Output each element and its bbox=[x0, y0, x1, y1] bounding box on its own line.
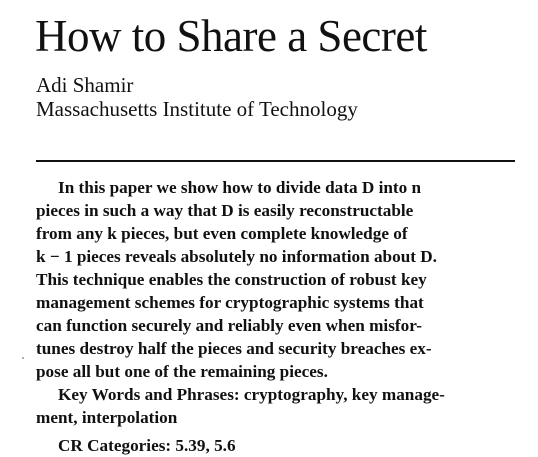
abstract-line: This technique enables the construction of robust key bbox=[36, 270, 427, 289]
author-name: Adi Shamir bbox=[36, 73, 134, 97]
abstract-line: In this paper we show how to divide data D into n bbox=[58, 178, 422, 197]
abstract-line: from any k pieces, but even complete knowledge of bbox=[36, 224, 408, 243]
abstract-line: pieces in such a way that D is easily reconstructable bbox=[36, 201, 414, 220]
abstract-line: k − 1 pieces reveals absolutely no information about D. bbox=[36, 247, 437, 266]
scan-speck bbox=[22, 357, 24, 359]
keywords-line: ment, interpolation bbox=[36, 408, 178, 427]
cr-categories-fragment: CR Categories: 5.39, 5.6 bbox=[58, 436, 236, 455]
abstract-line: pose all but one of the remaining pieces. bbox=[36, 362, 328, 381]
paper-title: How to Share a Secret bbox=[35, 11, 427, 61]
author-affiliation: Massachusetts Institute of Technology bbox=[36, 97, 358, 121]
horizontal-rule bbox=[36, 160, 515, 162]
abstract-line: can function securely and reliably even when misfor- bbox=[36, 316, 422, 335]
abstract-line: tunes destroy half the pieces and security breaches ex- bbox=[36, 339, 432, 358]
keywords-line: Key Words and Phrases: cryptography, key manage- bbox=[58, 385, 445, 404]
abstract-line: management schemes for cryptographic systems that bbox=[36, 293, 424, 312]
abstract bbox=[36, 176, 516, 429]
